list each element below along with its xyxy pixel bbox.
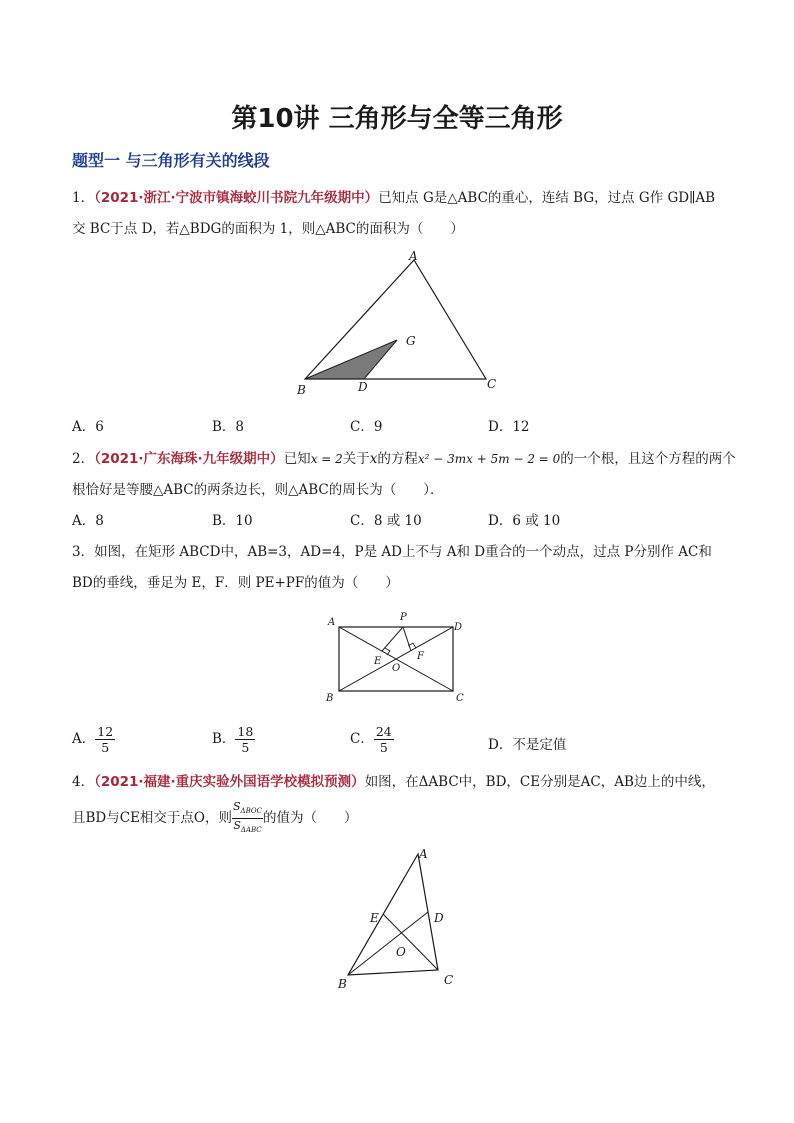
q1-choice-a[interactable]: A．6 — [72, 419, 104, 435]
q4-text-b1: 且BD与CE相交于点O，则 — [72, 810, 232, 827]
q1-figure — [290, 248, 510, 400]
q1-choice-b[interactable]: B．8 — [212, 419, 245, 435]
q3-choice-b[interactable] — [212, 724, 255, 755]
q3-label-p: P — [400, 612, 407, 623]
q1-number: 1． — [72, 190, 95, 206]
q3-choice-a-fraction — [95, 724, 115, 755]
q3-choice-c-prefix: C． — [350, 731, 374, 747]
q3-choice-c-denominator: 5 — [379, 740, 388, 755]
q2-choice-c[interactable]: C．8 或 10 — [350, 513, 422, 529]
q3-choice-b-fraction — [235, 724, 255, 755]
q2-line-2: 根恰好是等腰△ABC的两条边长，则△ABC的周长为（ ）． — [72, 482, 444, 498]
q2-eq-root: x = 2 — [310, 452, 343, 466]
q1-triangle-abc — [305, 260, 486, 379]
q1-source: （2021·浙江·宁波市镇海蛟川书院九年级期中） — [94, 190, 379, 206]
q3-choice-d[interactable] — [488, 733, 566, 753]
q1-line-1 — [72, 186, 715, 206]
q3-line-2: BD的垂线，垂足为 E，F．则 PE+PF的值为（ ） — [72, 575, 399, 591]
q2-var-x: x — [369, 451, 378, 467]
q1-shaded-triangle-bdg — [305, 340, 397, 379]
q3-label-b: B — [326, 693, 334, 704]
q3-choice-a-denominator: 5 — [101, 740, 110, 755]
q3-choice-b-numerator: 18 — [237, 724, 254, 739]
q3-choice-d-prefix: D． — [488, 737, 513, 753]
q3-line-1: 3．如图，在矩形 ABCD中，AB=3，AD=4，P是 AD上不与 A和 D重合的一个动点，过点 P分别作 AC和 — [72, 544, 712, 560]
q3-segment-pe — [382, 627, 403, 651]
q3-choice-b-prefix: B． — [212, 731, 236, 747]
q1-choice-d[interactable]: D．12 — [488, 419, 530, 435]
q3-segment-pf — [403, 627, 411, 651]
q3-label-d: D — [454, 622, 463, 633]
q3-choice-d-text: 不是定值 — [512, 737, 567, 753]
q3-label-c: C — [456, 693, 464, 704]
q3-choice-c[interactable] — [350, 724, 394, 755]
q4-fraction-denominator — [232, 819, 263, 837]
q4-number: 4． — [72, 774, 95, 790]
q2-text-a4: 的一个根，且这个方程的两个 — [560, 451, 736, 467]
q4-text-a: 如图，在ΔABC中，BD，CE分别是AC，AB边上的中线， — [364, 774, 715, 790]
q3-choice-b-denominator: 5 — [241, 740, 250, 755]
q2-choice-a[interactable]: A．8 — [72, 513, 104, 529]
q4-numerator-s: S — [233, 800, 241, 813]
q2-choice-d[interactable]: D．6 或 10 — [488, 513, 561, 529]
q3-choice-c-fraction — [374, 724, 394, 755]
q4-label-o: O — [396, 945, 406, 959]
q4-numerator-sub: ΔBOC — [240, 807, 262, 816]
q2-choice-b[interactable]: B．10 — [212, 513, 253, 529]
q4-figure — [330, 842, 470, 992]
q4-label-e: E — [370, 911, 379, 925]
q3-label-e: E — [374, 656, 382, 667]
q4-label-b: B — [338, 977, 347, 991]
q4-text-b2: 的值为（ ） — [262, 810, 358, 827]
q4-label-a: A — [419, 847, 428, 861]
q3-label-o: O — [392, 663, 401, 674]
q1-choice-c[interactable]: C．9 — [350, 419, 383, 435]
section-heading: 题型一 与三角形有关的线段 — [72, 151, 270, 170]
q3-choice-a[interactable] — [72, 724, 115, 755]
q3-figure — [320, 608, 480, 708]
q1-label-d: D — [358, 380, 368, 394]
q4-label-c: C — [444, 973, 454, 987]
q3-choice-a-numerator: 12 — [97, 724, 114, 739]
page-title: 第10讲 三角形与全等三角形 — [231, 104, 563, 134]
q2-text-a1: 已知 — [283, 451, 311, 467]
q1-label-a: A — [409, 249, 418, 263]
q2-line-1 — [72, 447, 736, 467]
q4-line-1 — [72, 770, 715, 790]
q4-line-2 — [72, 800, 357, 837]
q4-median-bd — [348, 912, 428, 975]
q3-right-angle-e — [385, 648, 390, 655]
q2-text-a2: 关于 — [342, 451, 370, 467]
q2-source: （2021·广东海珠·九年级期中） — [94, 451, 284, 467]
q1-label-c: C — [487, 377, 497, 391]
q4-area-ratio-fraction — [232, 800, 263, 837]
q4-label-d: D — [434, 911, 444, 925]
q3-label-a: A — [328, 617, 336, 628]
q4-denominator-s: S — [233, 819, 241, 833]
q1-text-a: 已知点 G是△ABC的重心，连结 BG，过点 G作 GD∥AB — [378, 190, 716, 206]
q2-number: 2． — [72, 451, 95, 467]
q2-eq-equation: x² − 3mx + 5m − 2 = 0 — [417, 452, 561, 466]
q1-label-g: G — [406, 334, 416, 348]
q2-text-a3: 的方程 — [377, 451, 418, 467]
q1-line-2: 交 BC于点 D，若△BDG的面积为 1，则△ABC的面积为（ ） — [72, 221, 464, 237]
q3-choice-a-prefix: A． — [72, 731, 96, 747]
q3-label-f: F — [417, 651, 424, 662]
q1-label-b: B — [297, 383, 306, 397]
q3-right-angle-f — [408, 643, 416, 648]
q4-denominator-sub: ΔABC — [240, 826, 262, 835]
q4-fraction-numerator — [232, 800, 263, 819]
q3-choice-c-numerator: 24 — [375, 724, 392, 739]
q4-source: （2021·福建·重庆实验外国语学校模拟预测） — [94, 774, 365, 790]
